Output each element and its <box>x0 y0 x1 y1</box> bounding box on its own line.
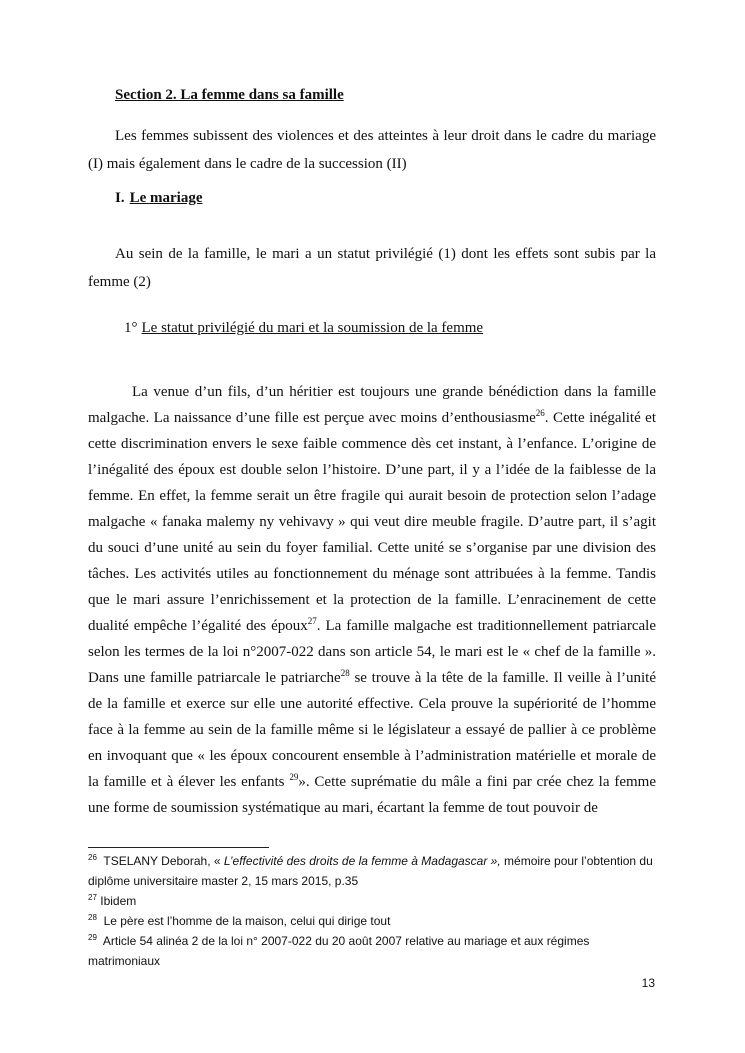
footnote-27 <box>88 891 656 911</box>
footnote-text: Le père est l’homme de la maison, celui qui dirige tout <box>103 914 391 928</box>
heading-mariage <box>115 190 202 207</box>
subheading-number: 1° <box>124 320 138 336</box>
footnote-number: 27 <box>88 893 97 902</box>
footnote-28 <box>88 911 656 931</box>
body-paragraph <box>88 379 656 821</box>
intro-paragraph: Les femmes subissent des violences et des atteintes à leur droit dans le cadre du mariage (I) mais également dans le cadre de la succession (II) <box>88 128 656 172</box>
footnotes <box>88 851 656 971</box>
footnote-title: L’effectivité des droits de la femme à Madagascar », <box>223 854 501 868</box>
footnote-ref: 26 <box>535 408 545 418</box>
heading-title: Le mariage <box>129 190 203 206</box>
body-text: . Cette inégalité et cette discrimination envers le sexe faible commence dès cet instant, à l’enfance. L’origine de l’inégalité des époux est double selon l’histoire. D’une part, il y a l’idée de la faiblesse de la femme. En effet, la femme serait un être fragile qui aurait besoin de protection selon l’adage malgache « fanaka malemy ny vehivavy » qui veut dire meuble fragile. D’autre part, il s’agit du souci d’une unité au sein du foyer familial. Cette unité se s’organise par une division des tâches. Les activités utiles au fonctionnement du ménage sont attribuées à la femme. Tandis que le mari assure l’enrichissement et la protection de la famille. L’enracinement de cette dualité empêche l’égalité des époux <box>88 410 656 634</box>
footnote-26 <box>88 851 656 891</box>
footnote-number: 28 <box>88 913 97 922</box>
footnote-text: Ibidem <box>100 894 137 908</box>
subheading-statut <box>124 320 483 337</box>
footnote-text: mémoire pour l’obtention du diplôme universitaire master 2, 15 mars 2015, p.35 <box>88 854 653 888</box>
page-number: 13 <box>641 976 655 990</box>
footnote-number: 26 <box>88 853 97 862</box>
body-text: La venue d’un fils, d’un héritier est toujours une grande bénédiction dans la famille malgache. La naissance d’une fille est perçue avec moins d’enthousiasme <box>88 384 656 426</box>
paragraph-statut: Au sein de la famille, le mari a un statut privilégié (1) dont les effets sont subis par la femme (2) <box>88 246 656 290</box>
section-title: Section 2. La femme dans sa famille <box>115 87 344 103</box>
footnote-ref: 27 <box>307 616 317 626</box>
body-text: ». Cette suprématie du mâle a fini par crée chez la femme une forme de soumission systématique au mari, écartant la femme de tout pouvoir de <box>88 774 657 816</box>
footnote-number: 29 <box>88 933 97 942</box>
footnote-separator <box>88 847 269 848</box>
footnote-text: TSELANY Deborah, « <box>103 854 224 868</box>
body-text: se trouve à la tête de la famille. Il veille à l’unité de la famille et exerce sur elle une autorité effective. Cela prouve la supériorité de l’homme face à la femme au sein de la famille même si le législateur a essayé de pallier à ce problème en invoquant que « les époux concourent ensemble à l’administration matérielle et morale de la famille et à élever les enfants <box>88 670 656 790</box>
footnote-29 <box>88 931 656 971</box>
subheading-title: Le statut privilégié du mari et la soumission de la femme <box>141 320 484 336</box>
body-text: . La famille malgache est traditionnellement patriarcale selon les termes de la loi n°2007-022 dans son article 54, le mari est le « chef de la famille ». Dans une famille patriarcale le patriarche <box>88 618 656 686</box>
footnote-ref: 28 <box>340 668 350 678</box>
footnote-ref: 29 <box>289 772 299 782</box>
footnote-text: Article 54 alinéa 2 de la loi n° 2007-022 du 20 août 2007 relative au mariage et aux régimes matrimoniaux <box>88 934 590 968</box>
heading-number: I. <box>115 190 125 206</box>
